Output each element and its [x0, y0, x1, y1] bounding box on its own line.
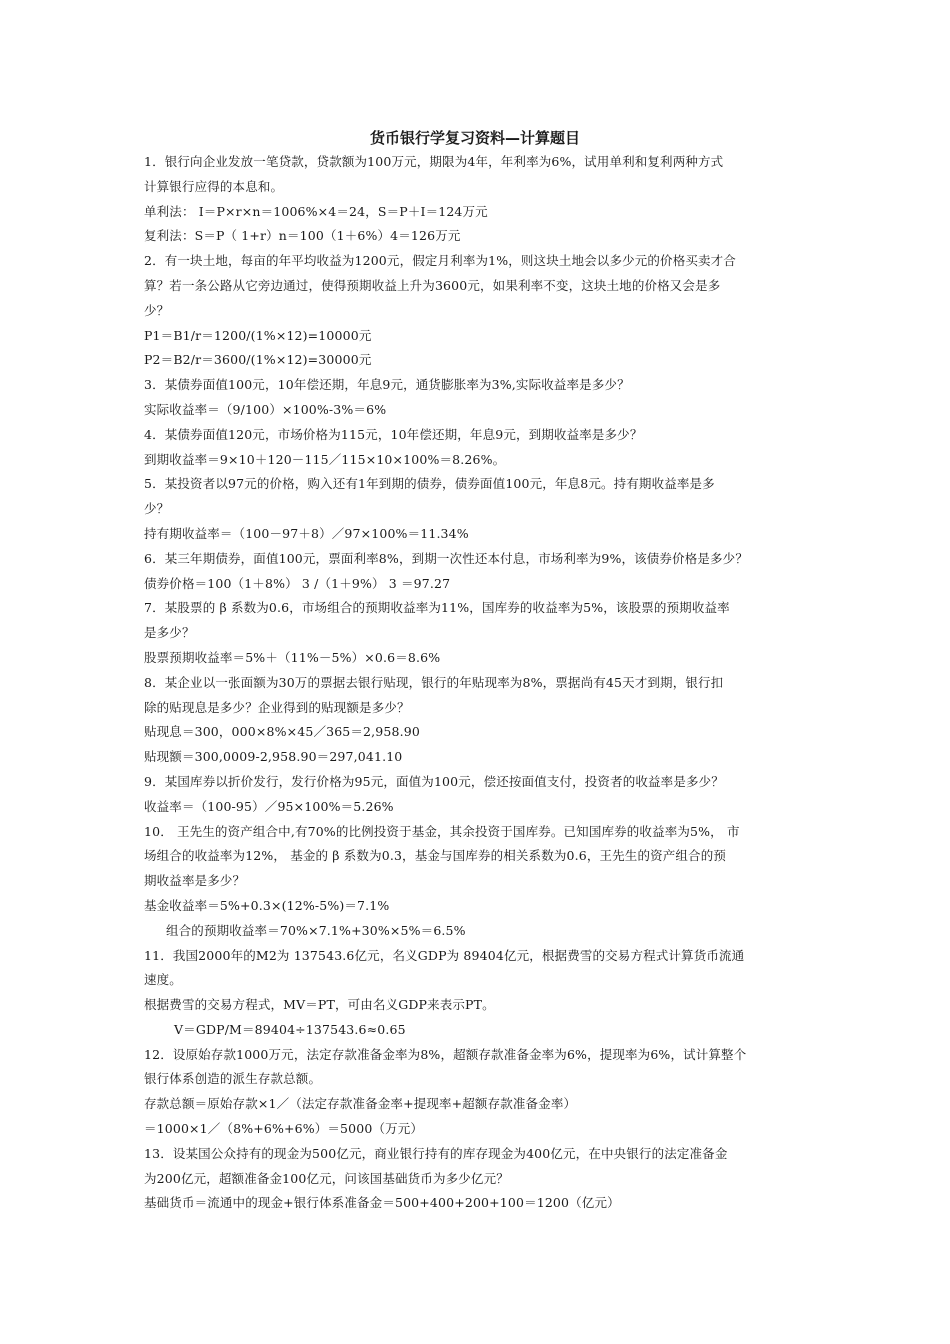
- problem-10-line-1: 10． 王先生的资产组合中,有70%的比例投资于基金，其余投资于国库券。已知国库券的收益率为5%， 市: [144, 823, 740, 839]
- problem-1-line-1: 1．银行向企业发放一笔贷款，贷款额为100万元，期限为4年，年利率为6%，试用单利和复利两种方式: [144, 154, 724, 169]
- answer-10-portfolio: 组合的预期收益率＝70%×7.1%+30%×5%＝6.5%: [166, 922, 466, 938]
- problem-11-line-2: 速度。: [144, 972, 182, 988]
- answer-7: 股票预期收益率＝5%＋（11%－5%）×0.6＝8.6%: [144, 649, 441, 665]
- problem-11-line-1: 11．我国2000年的M2为 137543.6亿元，名义GDP为 89404亿元，根据费雪的交易方程式计算货币流通: [144, 947, 745, 963]
- answer-1-simple: 单利法： I＝P×r×n＝1006%×4＝24，S＝P＋I＝124万元: [144, 203, 488, 219]
- answer-10-fund: 基金收益率＝5%+0.3×(12%-5%)＝7.1%: [144, 897, 390, 913]
- answer-3: 实际收益率＝（9/100）×100%-3%＝6%: [144, 401, 387, 417]
- answer-6: 债券价格＝100（1＋8%） 3 /（1＋9%） 3 ＝97.27: [144, 575, 451, 591]
- answer-5: 持有期收益率＝（100－97＋8）／97×100%＝11.34%: [144, 525, 469, 541]
- problem-5-line-1: 5．某投资者以97元的价格，购入还有1年到期的债券，债券面值100元，年息8元。持有期收益率是多: [144, 476, 715, 492]
- answer-12-formula: 存款总额＝原始存款×1／（法定存款准备金率+提现率+超额存款准备金率）: [144, 1096, 577, 1112]
- answer-11-velocity: V＝GDP/M＝89404÷137543.6≈0.65: [174, 1021, 406, 1037]
- problem-13-line-1: 13．设某国公众持有的现金为500亿元，商业银行持有的库存现金为400亿元，在中央银行的法定准备金: [144, 1145, 728, 1161]
- problem-12-line-1: 12．设原始存款1000万元，法定存款准备金率为8%，超额存款准备金率为6%，提现率为6%，试计算整个: [144, 1046, 747, 1062]
- problem-4: 4．某债券面值120元，市场价格为115元，10年偿还期，年息9元，到期收益率是多少？: [144, 426, 643, 442]
- problem-9: 9．某国库券以折价发行，发行价格为95元，面值为100元，偿还按面值支付，投资者的收益率是多少？: [144, 773, 724, 789]
- problem-10-line-3: 期收益率是多少？: [144, 873, 246, 889]
- answer-1-compound: 复利法：S＝P（ 1+r）n＝100（1＋6%）4＝126万元: [144, 228, 461, 244]
- problem-2-line-3: 少？: [144, 302, 170, 318]
- problem-6: 6．某三年期债券，面值100元，票面利率8%，到期一次性还本付息，市场利率为9%，该债券价格是多少？: [144, 550, 748, 566]
- answer-2-p1: P1＝B1/r＝1200/(1%×12)=10000元: [144, 327, 372, 343]
- problem-2-line-2: 算？若一条公路从它旁边通过，使得预期收益上升为3600元，如果利率不变，这块土地的价格又会是多: [144, 277, 721, 293]
- problem-3: 3．某债券面值100元，10年偿还期，年息9元，通货膨胀率为3%,实际收益率是多少？: [144, 377, 630, 393]
- problem-7-line-2: 是多少？: [144, 625, 195, 641]
- answer-13: 基础货币＝流通中的现金+银行体系准备金＝500+400+200+100＝1200（亿元）: [144, 1195, 620, 1211]
- answer-8-discount-interest: 贴现息＝300，000×8%×45／365＝2,958.90: [144, 724, 420, 740]
- answer-2-p2: P2＝B2/r＝3600/(1%×12)=30000元: [144, 352, 372, 368]
- problem-7-line-1: 7．某股票的 β 系数为0.6，市场组合的预期收益率为11%，国库券的收益率为5%，该股票的预期收益率: [144, 600, 730, 616]
- answer-8-discount-amount: 贴现额＝300,0009-2,958.90＝297,041.10: [144, 749, 403, 765]
- answer-4: 到期收益率＝9×10＋120－115／115×10×100%＝8.26%。: [144, 451, 506, 467]
- document-body: [144, 150, 812, 1216]
- problem-8-line-1: 8．某企业以一张面额为30万的票据去银行贴现，银行的年贴现率为8%，票据尚有45天才到期，银行扣: [144, 674, 724, 690]
- problem-13-line-2: 为200亿元，超额准备金100亿元，问该国基础货币为多少亿元？: [144, 1170, 509, 1186]
- problem-12-line-2: 银行体系创造的派生存款总额。: [144, 1071, 322, 1087]
- problem-10-line-2: 场组合的收益率为12%， 基金的 β 系数为0.3，基金与国库券的相关系数为0.6，王先生的资产组合的预: [144, 848, 726, 864]
- answer-9: 收益率＝（100-95）／95×100%＝5.26%: [144, 798, 394, 814]
- answer-11-equation: 根据费雪的交易方程式，MV＝PT，可由名义GDP来表示PT。: [144, 997, 495, 1013]
- problem-2-line-1: 2．有一块土地，每亩的年平均收益为1200元，假定月利率为1%，则这块土地会以多少元的价格买卖才合: [144, 253, 736, 269]
- answer-12-result: ＝1000×1／（8%+6%+6%）＝5000（万元）: [144, 1121, 424, 1137]
- page-title: 货币银行学复习资料—计算题目: [369, 129, 580, 147]
- problem-8-line-2: 除的贴现息是多少？企业得到的贴现额是多少？: [144, 699, 410, 715]
- problem-1-line-2: 计算银行应得的本息和。: [144, 178, 284, 194]
- problem-5-line-2: 少？: [144, 501, 170, 517]
